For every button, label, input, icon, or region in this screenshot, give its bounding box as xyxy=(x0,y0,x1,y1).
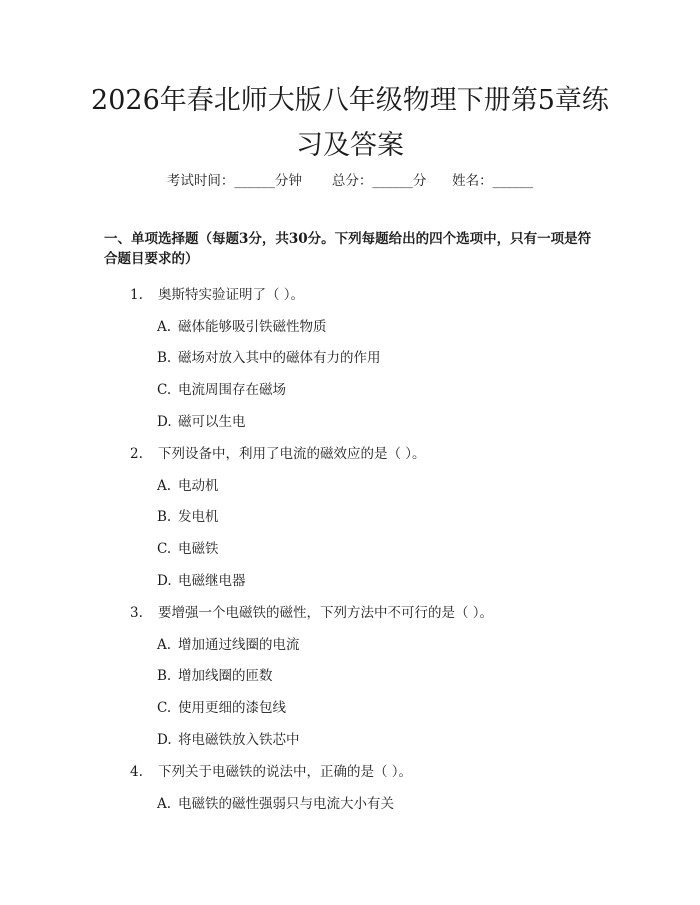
exam-time-blank: ______ xyxy=(234,173,275,189)
option-3a xyxy=(157,633,300,653)
option-text: 磁可以生电 xyxy=(178,414,246,430)
option-letter: B. xyxy=(157,509,172,525)
question-1 xyxy=(130,283,304,303)
exam-time-label: 考试时间： xyxy=(166,173,235,189)
option-text: 电磁铁 xyxy=(178,541,219,557)
option-letter: D. xyxy=(157,573,172,589)
question-stem: 要增强一个电磁铁的磁性，下列方法中不可行的是（ ）。 xyxy=(158,605,494,621)
total-score-label: 总分： xyxy=(331,173,373,189)
total-score-unit: 分 xyxy=(412,173,427,189)
option-letter: C. xyxy=(157,382,172,398)
option-text: 增加通过线圈的电流 xyxy=(178,637,300,653)
option-text: 发电机 xyxy=(178,509,219,525)
question-number: 4. xyxy=(130,764,143,780)
option-text: 使用更细的漆包线 xyxy=(178,700,286,716)
option-text: 磁体能够吸引铁磁性物质 xyxy=(178,319,327,335)
question-number: 2. xyxy=(130,446,143,462)
option-text: 磁场对放入其中的磁体有力的作用 xyxy=(178,350,381,366)
option-3b xyxy=(157,664,273,684)
question-2 xyxy=(130,442,426,462)
option-text: 电流周围存在磁场 xyxy=(178,382,286,398)
document-title: 2026年春北师大版八年级物理下册第5章练习及答案 xyxy=(91,85,609,161)
option-3c xyxy=(157,696,286,716)
option-letter: A. xyxy=(157,637,172,653)
option-letter: A. xyxy=(157,796,172,812)
question-number: 3. xyxy=(130,605,143,621)
option-text: 电动机 xyxy=(178,478,219,494)
option-text: 将电磁铁放入铁芯中 xyxy=(178,732,300,748)
option-text: 电磁铁的磁性强弱只与电流大小有关 xyxy=(178,796,394,812)
option-2c xyxy=(157,537,219,557)
option-1a xyxy=(157,315,327,335)
option-letter: A. xyxy=(157,478,172,494)
exam-info-line xyxy=(0,169,700,189)
option-1c xyxy=(157,378,286,398)
question-stem: 奥斯特实验证明了（ ）。 xyxy=(158,287,305,303)
student-name-blank: ______ xyxy=(492,173,534,189)
question-stem: 下列关于电磁铁的说法中，正确的是（ ）。 xyxy=(158,764,413,780)
option-2d xyxy=(157,569,246,589)
option-3d xyxy=(157,728,300,748)
section-heading: 一、单项选择题（每题3分，共30分。下列每题给出的四个选项中，只有一项是符合题目要求的） xyxy=(104,231,592,267)
option-letter: D. xyxy=(157,732,172,748)
option-letter: B. xyxy=(157,350,172,366)
question-3 xyxy=(130,601,493,621)
option-4a xyxy=(157,792,394,812)
option-letter: A. xyxy=(157,319,172,335)
option-text: 电磁继电器 xyxy=(178,573,246,589)
option-letter: C. xyxy=(157,541,172,557)
student-name-label: 姓名： xyxy=(452,173,493,189)
option-2a xyxy=(157,474,219,494)
question-number: 1. xyxy=(130,287,143,303)
total-score-blank: ______ xyxy=(372,173,413,189)
question-4 xyxy=(130,760,412,780)
option-letter: C. xyxy=(157,700,172,716)
exam-time-unit: 分钟 xyxy=(274,173,302,189)
question-stem: 下列设备中，利用了电流的磁效应的是（ ）。 xyxy=(158,446,426,462)
option-1b xyxy=(157,346,381,366)
option-text: 增加线圈的匝数 xyxy=(178,668,273,684)
option-letter: B. xyxy=(157,668,172,684)
option-1d xyxy=(157,410,246,430)
option-letter: D. xyxy=(157,414,172,430)
option-2b xyxy=(157,505,219,525)
